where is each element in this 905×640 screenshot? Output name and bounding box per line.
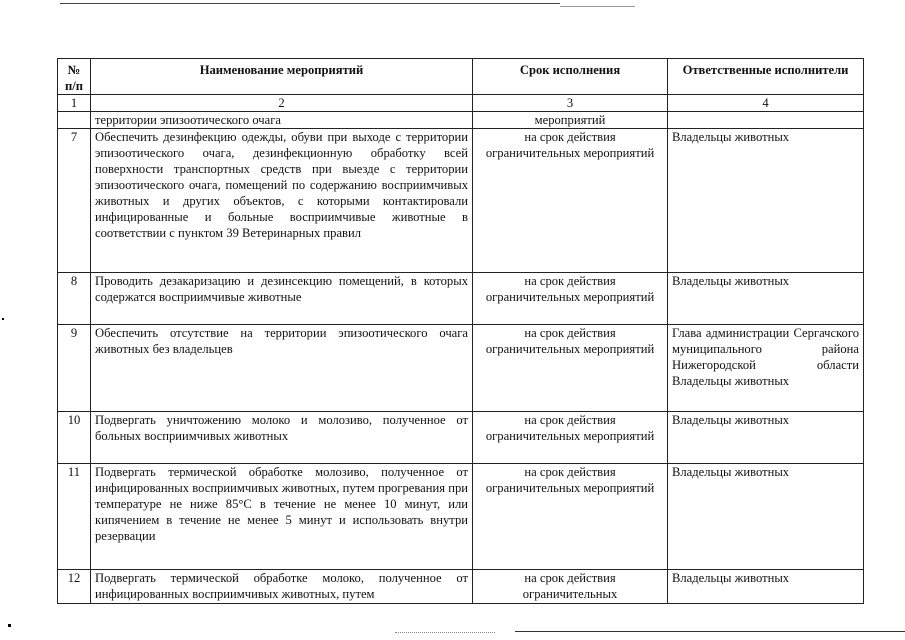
row-number: 11 (58, 464, 91, 570)
column-number: 4 (668, 95, 864, 112)
measure-name: Обеспечить отсутствие на территории эпизоотического очага животных без владельцев (91, 325, 473, 412)
table-row (58, 412, 864, 464)
measure-name: территории эпизоотического очага (91, 112, 473, 129)
scan-mark (8, 624, 11, 627)
table-row (58, 273, 864, 325)
continued-row (58, 112, 864, 129)
deadline: на срок действия ограничительных мероприятий (473, 412, 668, 464)
measure-name: Подвергать термической обработке молозиво, полученное от инфицированных восприимчивых животных, путем прогревания при температуре не ниже 85°С в течение не менее 10 минут, или кипячением в течение не менее 5 минут и использовать внутри резервации (91, 464, 473, 570)
column-number-row (58, 95, 864, 112)
row-number: 7 (58, 129, 91, 273)
row-number (58, 112, 91, 129)
header-measure-name: Наименование мероприятий (91, 59, 473, 95)
column-number: 2 (91, 95, 473, 112)
bottom-scan-dots (395, 632, 495, 634)
responsible: Владельцы животных (668, 129, 864, 273)
measures-table (57, 58, 864, 604)
deadline: на срок действия ограничительных мероприятий (473, 273, 668, 325)
measure-name: Обеспечить дезинфекцию одежды, обуви при выходе с территории эпизоотического очага, дезинфекционную обработку всей поверхности транспортных средств при выезде с территории эпизоотического очага, помещений по содержанию восприимчивых животных и других объектов, с которыми контактировали инфицированные и больные восприимчивые животные в соответствии с пунктом 39 Ветеринарных правил (91, 129, 473, 273)
header-number: № п/п (58, 59, 91, 95)
header-deadline: Срок исполнения (473, 59, 668, 95)
responsible: Глава администрации Сергачского муниципального района Нижегородской области Владельцы животных (668, 325, 864, 412)
table-row (58, 325, 864, 412)
responsible (668, 112, 864, 129)
top-scan-line-fragment (560, 6, 635, 7)
column-number: 3 (473, 95, 668, 112)
measure-name: Подвергать термической обработке молоко, полученное от инфицированных восприимчивых животных, путем (91, 570, 473, 604)
row-number: 9 (58, 325, 91, 412)
top-scan-line (60, 3, 560, 4)
deadline: на срок действия ограничительных мероприятий (473, 129, 668, 273)
responsible: Владельцы животных (668, 273, 864, 325)
measure-name: Подвергать уничтожению молоко и молозиво, полученное от больных восприимчивых животных (91, 412, 473, 464)
row-number: 8 (58, 273, 91, 325)
scan-mark (2, 318, 4, 320)
header-responsible: Ответственные исполнители (668, 59, 864, 95)
bottom-scan-line (515, 631, 905, 632)
responsible: Владельцы животных (668, 412, 864, 464)
table-row (58, 129, 864, 273)
deadline: на срок действия ограничительных (473, 570, 668, 604)
responsible: Владельцы животных (668, 464, 864, 570)
deadline: на срок действия ограничительных мероприятий (473, 464, 668, 570)
measure-name: Проводить дезакаризацию и дезинсекцию помещений, в которых содержатся восприимчивые животные (91, 273, 473, 325)
row-number: 12 (58, 570, 91, 604)
table-row (58, 464, 864, 570)
header-row (58, 59, 864, 95)
column-number: 1 (58, 95, 91, 112)
deadline: мероприятий (473, 112, 668, 129)
deadline: на срок действия ограничительных мероприятий (473, 325, 668, 412)
responsible: Владельцы животных (668, 570, 864, 604)
table-row (58, 570, 864, 604)
row-number: 10 (58, 412, 91, 464)
